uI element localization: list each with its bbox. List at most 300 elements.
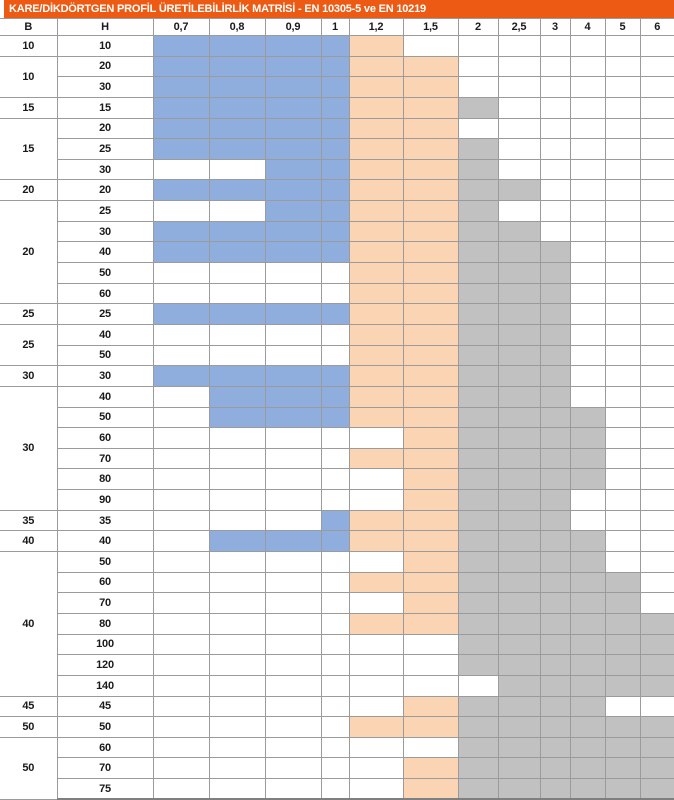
matrix-cell-blue bbox=[265, 407, 321, 428]
matrix-cell-gray bbox=[458, 201, 498, 222]
matrix-cell-blue bbox=[209, 139, 265, 160]
matrix-cell-gray bbox=[540, 675, 570, 696]
h-value-cell: 20 bbox=[57, 118, 153, 139]
matrix-cell-blue bbox=[209, 407, 265, 428]
matrix-cell-white bbox=[209, 696, 265, 717]
table-row bbox=[0, 428, 674, 449]
matrix-cell-white bbox=[605, 324, 640, 345]
table-row bbox=[0, 324, 674, 345]
matrix-cell-white bbox=[153, 345, 209, 366]
matrix-cell-gray bbox=[498, 304, 540, 325]
matrix-cell-white bbox=[153, 717, 209, 738]
matrix-cell-blue bbox=[209, 386, 265, 407]
matrix-cell-orange bbox=[403, 159, 458, 180]
matrix-cell-white bbox=[349, 737, 403, 758]
matrix-cell-white bbox=[321, 572, 349, 593]
matrix-cell-gray bbox=[458, 469, 498, 490]
column-header-0_9: 0,9 bbox=[265, 19, 321, 36]
matrix-cell-gray bbox=[498, 242, 540, 263]
column-header-B: B bbox=[0, 19, 57, 36]
matrix-cell-white bbox=[605, 283, 640, 304]
matrix-cell-white bbox=[570, 77, 605, 98]
h-value-cell: 60 bbox=[57, 737, 153, 758]
h-value-cell: 100 bbox=[57, 634, 153, 655]
matrix-cell-gray bbox=[605, 572, 640, 593]
matrix-cell-white bbox=[458, 118, 498, 139]
matrix-cell-orange bbox=[403, 263, 458, 284]
matrix-cell-orange bbox=[403, 593, 458, 614]
matrix-cell-blue bbox=[153, 366, 209, 387]
matrix-cell-white bbox=[209, 655, 265, 676]
matrix-cell-white bbox=[153, 324, 209, 345]
table-row bbox=[0, 510, 674, 531]
matrix-cell-gray bbox=[498, 345, 540, 366]
matrix-cell-gray bbox=[540, 407, 570, 428]
matrix-cell-white bbox=[605, 118, 640, 139]
matrix-cell-orange bbox=[349, 407, 403, 428]
matrix-cell-blue bbox=[265, 531, 321, 552]
matrix-cell-white bbox=[265, 675, 321, 696]
matrix-cell-gray bbox=[458, 510, 498, 531]
matrix-cell-gray bbox=[458, 180, 498, 201]
matrix-cell-white bbox=[321, 428, 349, 449]
b-value-cell: 50 bbox=[0, 717, 57, 738]
matrix-cell-gray bbox=[605, 779, 640, 800]
matrix-cell-white bbox=[605, 36, 640, 57]
matrix-cell-white bbox=[153, 531, 209, 552]
matrix-cell-blue bbox=[265, 304, 321, 325]
column-header-0_7: 0,7 bbox=[153, 19, 209, 36]
matrix-cell-orange bbox=[403, 345, 458, 366]
table-row bbox=[0, 490, 674, 511]
h-value-cell: 50 bbox=[57, 263, 153, 284]
matrix-cell-white bbox=[570, 324, 605, 345]
matrix-cell-white bbox=[605, 201, 640, 222]
matrix-cell-white bbox=[640, 345, 674, 366]
matrix-cell-white bbox=[640, 201, 674, 222]
b-value-cell: 40 bbox=[0, 531, 57, 552]
h-value-cell: 20 bbox=[57, 56, 153, 77]
matrix-cell-gray bbox=[458, 386, 498, 407]
matrix-cell-gray bbox=[458, 283, 498, 304]
table-row bbox=[0, 345, 674, 366]
matrix-cell-white bbox=[540, 97, 570, 118]
matrix-cell-white bbox=[498, 77, 540, 98]
matrix-cell-white bbox=[321, 552, 349, 573]
matrix-cell-white bbox=[605, 180, 640, 201]
matrix-cell-orange bbox=[403, 366, 458, 387]
matrix-cell-white bbox=[540, 36, 570, 57]
matrix-cell-white bbox=[209, 758, 265, 779]
table-row bbox=[0, 201, 674, 222]
matrix-cell-orange bbox=[403, 180, 458, 201]
matrix-cell-orange bbox=[349, 345, 403, 366]
table-row bbox=[0, 448, 674, 469]
matrix-cell-gray bbox=[458, 139, 498, 160]
matrix-cell-white bbox=[640, 221, 674, 242]
matrix-cell-gray bbox=[458, 696, 498, 717]
h-value-cell: 30 bbox=[57, 159, 153, 180]
matrix-cell-white bbox=[605, 263, 640, 284]
matrix-cell-gray bbox=[458, 655, 498, 676]
matrix-cell-orange bbox=[349, 448, 403, 469]
matrix-cell-gray bbox=[540, 593, 570, 614]
matrix-cell-orange bbox=[403, 490, 458, 511]
matrix-cell-white bbox=[265, 696, 321, 717]
matrix-cell-gray bbox=[540, 572, 570, 593]
column-header-3: 3 bbox=[540, 19, 570, 36]
matrix-cell-gray bbox=[458, 717, 498, 738]
matrix-cell-white bbox=[265, 510, 321, 531]
matrix-cell-white bbox=[458, 36, 498, 57]
matrix-cell-white bbox=[153, 737, 209, 758]
matrix-cell-white bbox=[265, 490, 321, 511]
matrix-cell-white bbox=[321, 448, 349, 469]
matrix-cell-white bbox=[570, 366, 605, 387]
matrix-cell-gray bbox=[498, 490, 540, 511]
matrix-cell-blue bbox=[153, 242, 209, 263]
matrix-cell-white bbox=[605, 304, 640, 325]
matrix-cell-white bbox=[640, 510, 674, 531]
matrix-cell-white bbox=[349, 675, 403, 696]
table-row bbox=[0, 366, 674, 387]
matrix-cell-white bbox=[605, 448, 640, 469]
matrix-cell-blue bbox=[209, 36, 265, 57]
matrix-cell-blue bbox=[265, 56, 321, 77]
column-header-5: 5 bbox=[605, 19, 640, 36]
matrix-cell-gray bbox=[540, 469, 570, 490]
matrix-cell-white bbox=[153, 263, 209, 284]
matrix-cell-gray bbox=[540, 448, 570, 469]
matrix-cell-white bbox=[498, 36, 540, 57]
table-row bbox=[0, 139, 674, 160]
matrix-cell-white bbox=[540, 118, 570, 139]
matrix-cell-white bbox=[605, 221, 640, 242]
matrix-cell-blue bbox=[153, 36, 209, 57]
table-row bbox=[0, 717, 674, 738]
matrix-cell-white bbox=[265, 324, 321, 345]
matrix-cell-gray bbox=[458, 345, 498, 366]
matrix-cell-gray bbox=[570, 779, 605, 800]
matrix-cell-blue bbox=[265, 139, 321, 160]
matrix-cell-white bbox=[153, 448, 209, 469]
matrix-cell-gray bbox=[605, 655, 640, 676]
matrix-cell-white bbox=[605, 469, 640, 490]
b-value-cell: 10 bbox=[0, 36, 57, 57]
matrix-cell-white bbox=[605, 490, 640, 511]
matrix-cell-white bbox=[605, 242, 640, 263]
matrix-cell-gray bbox=[458, 263, 498, 284]
matrix-cell-gray bbox=[498, 613, 540, 634]
matrix-cell-white bbox=[321, 283, 349, 304]
column-header-1_5: 1,5 bbox=[403, 19, 458, 36]
matrix-cell-white bbox=[153, 428, 209, 449]
matrix-cell-gray bbox=[540, 428, 570, 449]
matrix-cell-gray bbox=[498, 407, 540, 428]
matrix-cell-gray bbox=[540, 263, 570, 284]
matrix-cell-white bbox=[265, 717, 321, 738]
matrix-cell-white bbox=[321, 490, 349, 511]
matrix-cell-white bbox=[403, 36, 458, 57]
matrix-cell-white bbox=[321, 696, 349, 717]
matrix-cell-white bbox=[403, 634, 458, 655]
matrix-cell-white bbox=[209, 428, 265, 449]
table-row bbox=[0, 737, 674, 758]
h-value-cell: 10 bbox=[57, 36, 153, 57]
matrix-cell-white bbox=[570, 386, 605, 407]
matrix-cell-gray bbox=[458, 572, 498, 593]
matrix-cell-white bbox=[153, 613, 209, 634]
h-value-cell: 50 bbox=[57, 717, 153, 738]
matrix-cell-orange bbox=[403, 386, 458, 407]
table-row bbox=[0, 77, 674, 98]
matrix-cell-orange bbox=[403, 97, 458, 118]
matrix-cell-gray bbox=[605, 613, 640, 634]
matrix-cell-gray bbox=[570, 717, 605, 738]
matrix-cell-orange bbox=[349, 531, 403, 552]
matrix-cell-gray bbox=[570, 655, 605, 676]
matrix-cell-white bbox=[458, 675, 498, 696]
matrix-cell-gray bbox=[540, 552, 570, 573]
matrix-cell-orange bbox=[349, 283, 403, 304]
matrix-cell-white bbox=[605, 531, 640, 552]
h-value-cell: 25 bbox=[57, 201, 153, 222]
matrix-cell-white bbox=[321, 737, 349, 758]
matrix-cell-white bbox=[540, 139, 570, 160]
matrix-cell-white bbox=[640, 324, 674, 345]
matrix-cell-orange bbox=[403, 510, 458, 531]
matrix-cell-white bbox=[349, 696, 403, 717]
h-value-cell: 50 bbox=[57, 345, 153, 366]
matrix-cell-white bbox=[540, 56, 570, 77]
h-value-cell: 80 bbox=[57, 469, 153, 490]
matrix-cell-orange bbox=[349, 386, 403, 407]
matrix-cell-white bbox=[640, 36, 674, 57]
h-value-cell: 90 bbox=[57, 490, 153, 511]
matrix-cell-gray bbox=[498, 675, 540, 696]
matrix-cell-orange bbox=[403, 283, 458, 304]
matrix-cell-gray bbox=[498, 221, 540, 242]
matrix-cell-white bbox=[498, 139, 540, 160]
h-value-cell: 20 bbox=[57, 180, 153, 201]
matrix-cell-gray bbox=[570, 737, 605, 758]
matrix-cell-blue bbox=[209, 531, 265, 552]
matrix-cell-gray bbox=[458, 593, 498, 614]
matrix-cell-white bbox=[209, 263, 265, 284]
matrix-cell-white bbox=[570, 221, 605, 242]
matrix-cell-gray bbox=[540, 324, 570, 345]
matrix-cell-blue bbox=[321, 242, 349, 263]
b-value-cell: 45 bbox=[0, 696, 57, 717]
column-header-4: 4 bbox=[570, 19, 605, 36]
matrix-cell-blue bbox=[153, 304, 209, 325]
matrix-cell-orange bbox=[349, 180, 403, 201]
matrix-cell-gray bbox=[498, 531, 540, 552]
column-header-row bbox=[0, 19, 674, 36]
h-value-cell: 120 bbox=[57, 655, 153, 676]
matrix-cell-orange bbox=[349, 324, 403, 345]
matrix-cell-white bbox=[153, 201, 209, 222]
matrix-cell-gray bbox=[640, 655, 674, 676]
matrix-cell-white bbox=[640, 283, 674, 304]
matrix-cell-orange bbox=[403, 221, 458, 242]
matrix-cell-gray bbox=[498, 737, 540, 758]
matrix-cell-white bbox=[640, 180, 674, 201]
matrix-cell-blue bbox=[153, 77, 209, 98]
matrix-cell-white bbox=[349, 758, 403, 779]
matrix-cell-white bbox=[403, 675, 458, 696]
matrix-cell-white bbox=[265, 758, 321, 779]
matrix-cell-gray bbox=[498, 386, 540, 407]
matrix-cell-orange bbox=[349, 36, 403, 57]
matrix-cell-white bbox=[640, 572, 674, 593]
matrix-cell-orange bbox=[349, 97, 403, 118]
matrix-cell-blue bbox=[321, 180, 349, 201]
matrix-cell-white bbox=[640, 552, 674, 573]
matrix-cell-gray bbox=[458, 242, 498, 263]
matrix-cell-white bbox=[540, 201, 570, 222]
matrix-cell-gray bbox=[570, 407, 605, 428]
page-title: KARE/DİKDÖRTGEN PROFİL ÜRETİLEBİLİRLİK MATRİSİ - EN 10305-5 ve EN 10219 bbox=[0, 0, 674, 18]
matrix-cell-white bbox=[498, 201, 540, 222]
matrix-cell-white bbox=[153, 552, 209, 573]
matrix-cell-white bbox=[640, 696, 674, 717]
matrix-cell-white bbox=[265, 345, 321, 366]
matrix-cell-blue bbox=[209, 118, 265, 139]
matrix-cell-white bbox=[321, 593, 349, 614]
matrix-cell-orange bbox=[349, 572, 403, 593]
matrix-cell-white bbox=[153, 593, 209, 614]
matrix-cell-white bbox=[209, 779, 265, 800]
matrix-cell-orange bbox=[349, 56, 403, 77]
matrix-cell-blue bbox=[265, 36, 321, 57]
matrix-cell-gray bbox=[540, 531, 570, 552]
h-value-cell: 40 bbox=[57, 386, 153, 407]
matrix-cell-white bbox=[265, 779, 321, 800]
matrix-cell-blue bbox=[209, 77, 265, 98]
matrix-cell-gray bbox=[458, 324, 498, 345]
matrix-cell-gray bbox=[498, 696, 540, 717]
matrix-cell-white bbox=[640, 56, 674, 77]
matrix-cell-white bbox=[570, 159, 605, 180]
matrix-cell-white bbox=[570, 36, 605, 57]
matrix-cell-gray bbox=[458, 634, 498, 655]
matrix-cell-gray bbox=[570, 428, 605, 449]
matrix-cell-gray bbox=[498, 655, 540, 676]
matrix-cell-white bbox=[640, 531, 674, 552]
matrix-cell-white bbox=[153, 758, 209, 779]
matrix-cell-white bbox=[640, 159, 674, 180]
b-value-cell: 20 bbox=[0, 201, 57, 304]
matrix-cell-gray bbox=[540, 696, 570, 717]
matrix-cell-white bbox=[153, 675, 209, 696]
matrix-cell-gray bbox=[458, 159, 498, 180]
matrix-cell-gray bbox=[498, 448, 540, 469]
matrix-cell-white bbox=[403, 655, 458, 676]
matrix-cell-white bbox=[605, 428, 640, 449]
table-row bbox=[0, 469, 674, 490]
matrix-cell-gray bbox=[540, 283, 570, 304]
matrix-cell-orange bbox=[349, 242, 403, 263]
matrix-cell-gray bbox=[498, 263, 540, 284]
table-row bbox=[0, 572, 674, 593]
matrix-cell-gray bbox=[498, 510, 540, 531]
matrix-cell-blue bbox=[321, 366, 349, 387]
matrix-cell-blue bbox=[209, 366, 265, 387]
matrix-cell-blue bbox=[209, 97, 265, 118]
b-value-cell: 30 bbox=[0, 386, 57, 510]
b-value-cell: 10 bbox=[0, 56, 57, 97]
matrix-cell-white bbox=[570, 283, 605, 304]
matrix-cell-gray bbox=[640, 758, 674, 779]
matrix-cell-gray bbox=[570, 469, 605, 490]
matrix-cell-white bbox=[640, 263, 674, 284]
h-value-cell: 30 bbox=[57, 221, 153, 242]
matrix-cell-white bbox=[640, 139, 674, 160]
h-value-cell: 80 bbox=[57, 613, 153, 634]
table-row bbox=[0, 263, 674, 284]
matrix-cell-white bbox=[321, 263, 349, 284]
column-header-1_2: 1,2 bbox=[349, 19, 403, 36]
h-value-cell: 25 bbox=[57, 139, 153, 160]
matrix-cell-gray bbox=[458, 779, 498, 800]
h-value-cell: 30 bbox=[57, 77, 153, 98]
matrix-cell-blue bbox=[321, 77, 349, 98]
matrix-cell-white bbox=[640, 428, 674, 449]
column-header-H: H bbox=[57, 19, 153, 36]
matrix-cell-white bbox=[209, 283, 265, 304]
matrix-cell-white bbox=[605, 77, 640, 98]
matrix-cell-white bbox=[570, 345, 605, 366]
matrix-cell-orange bbox=[403, 304, 458, 325]
matrix-cell-gray bbox=[540, 242, 570, 263]
matrix-cell-white bbox=[153, 696, 209, 717]
matrix-cell-gray bbox=[458, 97, 498, 118]
matrix-cell-blue bbox=[321, 531, 349, 552]
matrix-cell-orange bbox=[403, 531, 458, 552]
matrix-cell-white bbox=[321, 675, 349, 696]
matrix-cell-blue bbox=[321, 56, 349, 77]
matrix-cell-gray bbox=[458, 448, 498, 469]
matrix-cell-gray bbox=[640, 634, 674, 655]
table-row bbox=[0, 758, 674, 779]
matrix-cell-white bbox=[570, 56, 605, 77]
matrix-cell-gray bbox=[458, 304, 498, 325]
matrix-cell-white bbox=[570, 118, 605, 139]
matrix-cell-white bbox=[153, 510, 209, 531]
matrix-cell-gray bbox=[570, 675, 605, 696]
matrix-cell-orange bbox=[349, 304, 403, 325]
b-value-cell: 30 bbox=[0, 366, 57, 387]
matrix-cell-white bbox=[265, 655, 321, 676]
producibility-matrix-table bbox=[0, 18, 674, 800]
table-row bbox=[0, 97, 674, 118]
matrix-cell-white bbox=[570, 242, 605, 263]
matrix-cell-gray bbox=[570, 696, 605, 717]
matrix-cell-white bbox=[640, 593, 674, 614]
matrix-cell-blue bbox=[321, 36, 349, 57]
matrix-cell-orange bbox=[403, 56, 458, 77]
matrix-cell-gray bbox=[640, 613, 674, 634]
matrix-cell-gray bbox=[458, 737, 498, 758]
matrix-cell-white bbox=[498, 118, 540, 139]
matrix-cell-gray bbox=[540, 386, 570, 407]
matrix-cell-gray bbox=[640, 675, 674, 696]
matrix-cell-white bbox=[153, 779, 209, 800]
matrix-cell-blue bbox=[209, 304, 265, 325]
matrix-cell-blue bbox=[321, 304, 349, 325]
matrix-cell-orange bbox=[403, 552, 458, 573]
